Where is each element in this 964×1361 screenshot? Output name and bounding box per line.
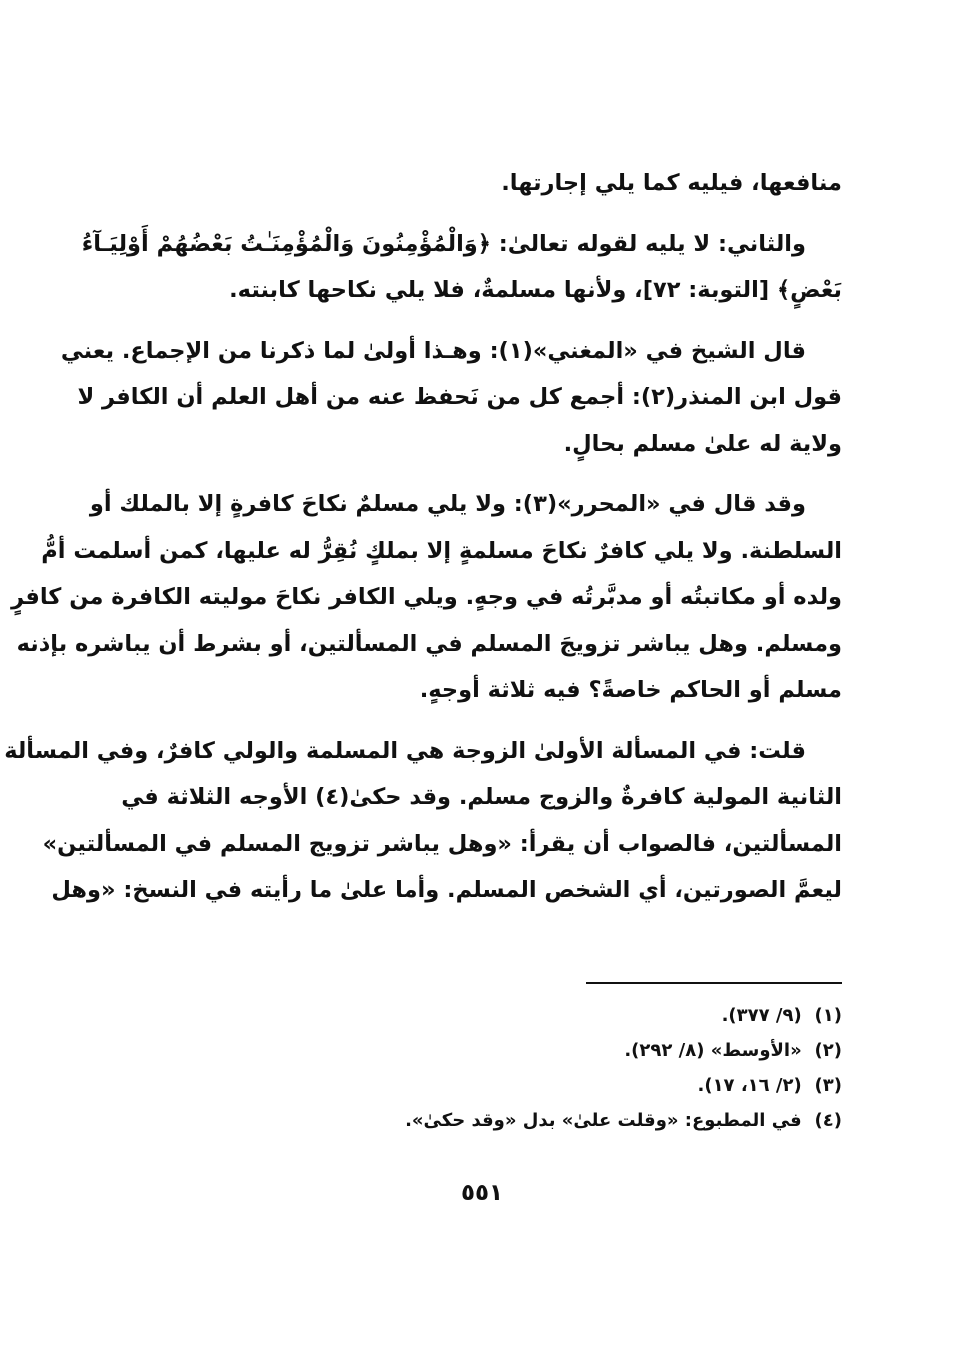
footnote-text: (٢/ ١٦، ١٧). [697, 1075, 802, 1096]
footnote-item [122, 1068, 842, 1103]
footnote-separator [586, 982, 842, 984]
text-line: قول ابن المنذر(٢): أجمع كل من نَحفظ عنه من أهل العلم أن الكافر لا [77, 384, 842, 410]
text-line: بَعْضٍ﴾ [التوبة: ٧٢]، ولأنها مسلمةٌ، فلا يلي نكاحها كابنته. [229, 277, 842, 303]
footnote-item [122, 998, 842, 1033]
footnote-text: في المطبوع: «وقلت علىٰ» بدل «وقد حكىٰ». [405, 1110, 802, 1131]
text-line: منافعها، فيليه كما يلي إجارتها. [501, 170, 842, 196]
footnote-item [122, 1033, 842, 1068]
footnote-text: «الأوسط» (٨/ ٢٩٢). [624, 1040, 802, 1061]
text-line: مسلم أو الحاكم خاصةً؟ فيه ثلاثة أوجهٍ. [419, 677, 842, 703]
text-line: السلطنة. ولا يلي كافرٌ نكاحَ مسلمةٍ إلا بملكٍ نُقِرُّ له عليها، كمن أسلمت أمُّ [41, 537, 842, 564]
footnote-number: (٣) [814, 1075, 842, 1096]
footnote-number: (٢) [814, 1040, 842, 1061]
text-line: ولده أو مكاتبتُه أو مدبَّرتُه في وجهٍ. ويلي الكافر نكاحَ موليته الكافرة من كافرٍ [11, 584, 842, 610]
footnote-number: (١) [814, 1005, 842, 1026]
paragraph-4 [11, 481, 842, 714]
text-line: قلت: في المسألة الأولىٰ الزوجة هي المسلمة والولي كافرٌ، وفي المسألة [4, 737, 806, 764]
page-number: ٥٥١ [460, 1180, 504, 1206]
text-line: وقد قال في «المحرر»(٣): ولا يلي مسلمٌ نكاحَ كافرةٍ إلا بالملك أو [89, 491, 806, 517]
footnote-text: (٩/ ٣٧٧). [721, 1005, 802, 1026]
main-text [4, 160, 842, 928]
paragraph-2 [81, 221, 842, 314]
footnote-number: (٤) [814, 1110, 842, 1131]
text-line: ومسلم. وهل يباشر تزويجَ المسلم في المسألتين، أو بشرط أن يباشره بإذنه [16, 630, 842, 657]
text-line: والثاني: لا يليه لقوله تعالىٰ: ﴿وَالْمُؤْمِنُونَ وَالْمُؤْمِنَـٰتُ بَعْضُهُمْ أَوْلِيَـآءُ [81, 230, 806, 257]
paragraph-1 [122, 160, 842, 207]
footnotes [122, 998, 842, 1138]
text-line: ليعمَّ الصورتين، أي الشخص المسلم. وأما علىٰ ما رأيته في النسخ: «وهل [51, 877, 842, 903]
text-line: قال الشيخ في «المغني»(١): وهـذا أولىٰ لما ذكرنا من الإجماع. يعني [60, 337, 806, 364]
text-line: المسألتين، فالصواب أن يقرأ: «وهل يباشر تزويج المسلم في المسألتين» [42, 830, 842, 857]
paragraph-5 [4, 728, 842, 914]
footnote-item [122, 1103, 842, 1138]
text-line: الثانية المولية كافرةٌ والزوج مسلم. وقد حكىٰ(٤) الأوجه الثلاثة في [121, 784, 842, 810]
paragraph-3 [60, 328, 842, 468]
text-line: ولاية له علىٰ مسلم بحالٍ. [563, 430, 842, 457]
